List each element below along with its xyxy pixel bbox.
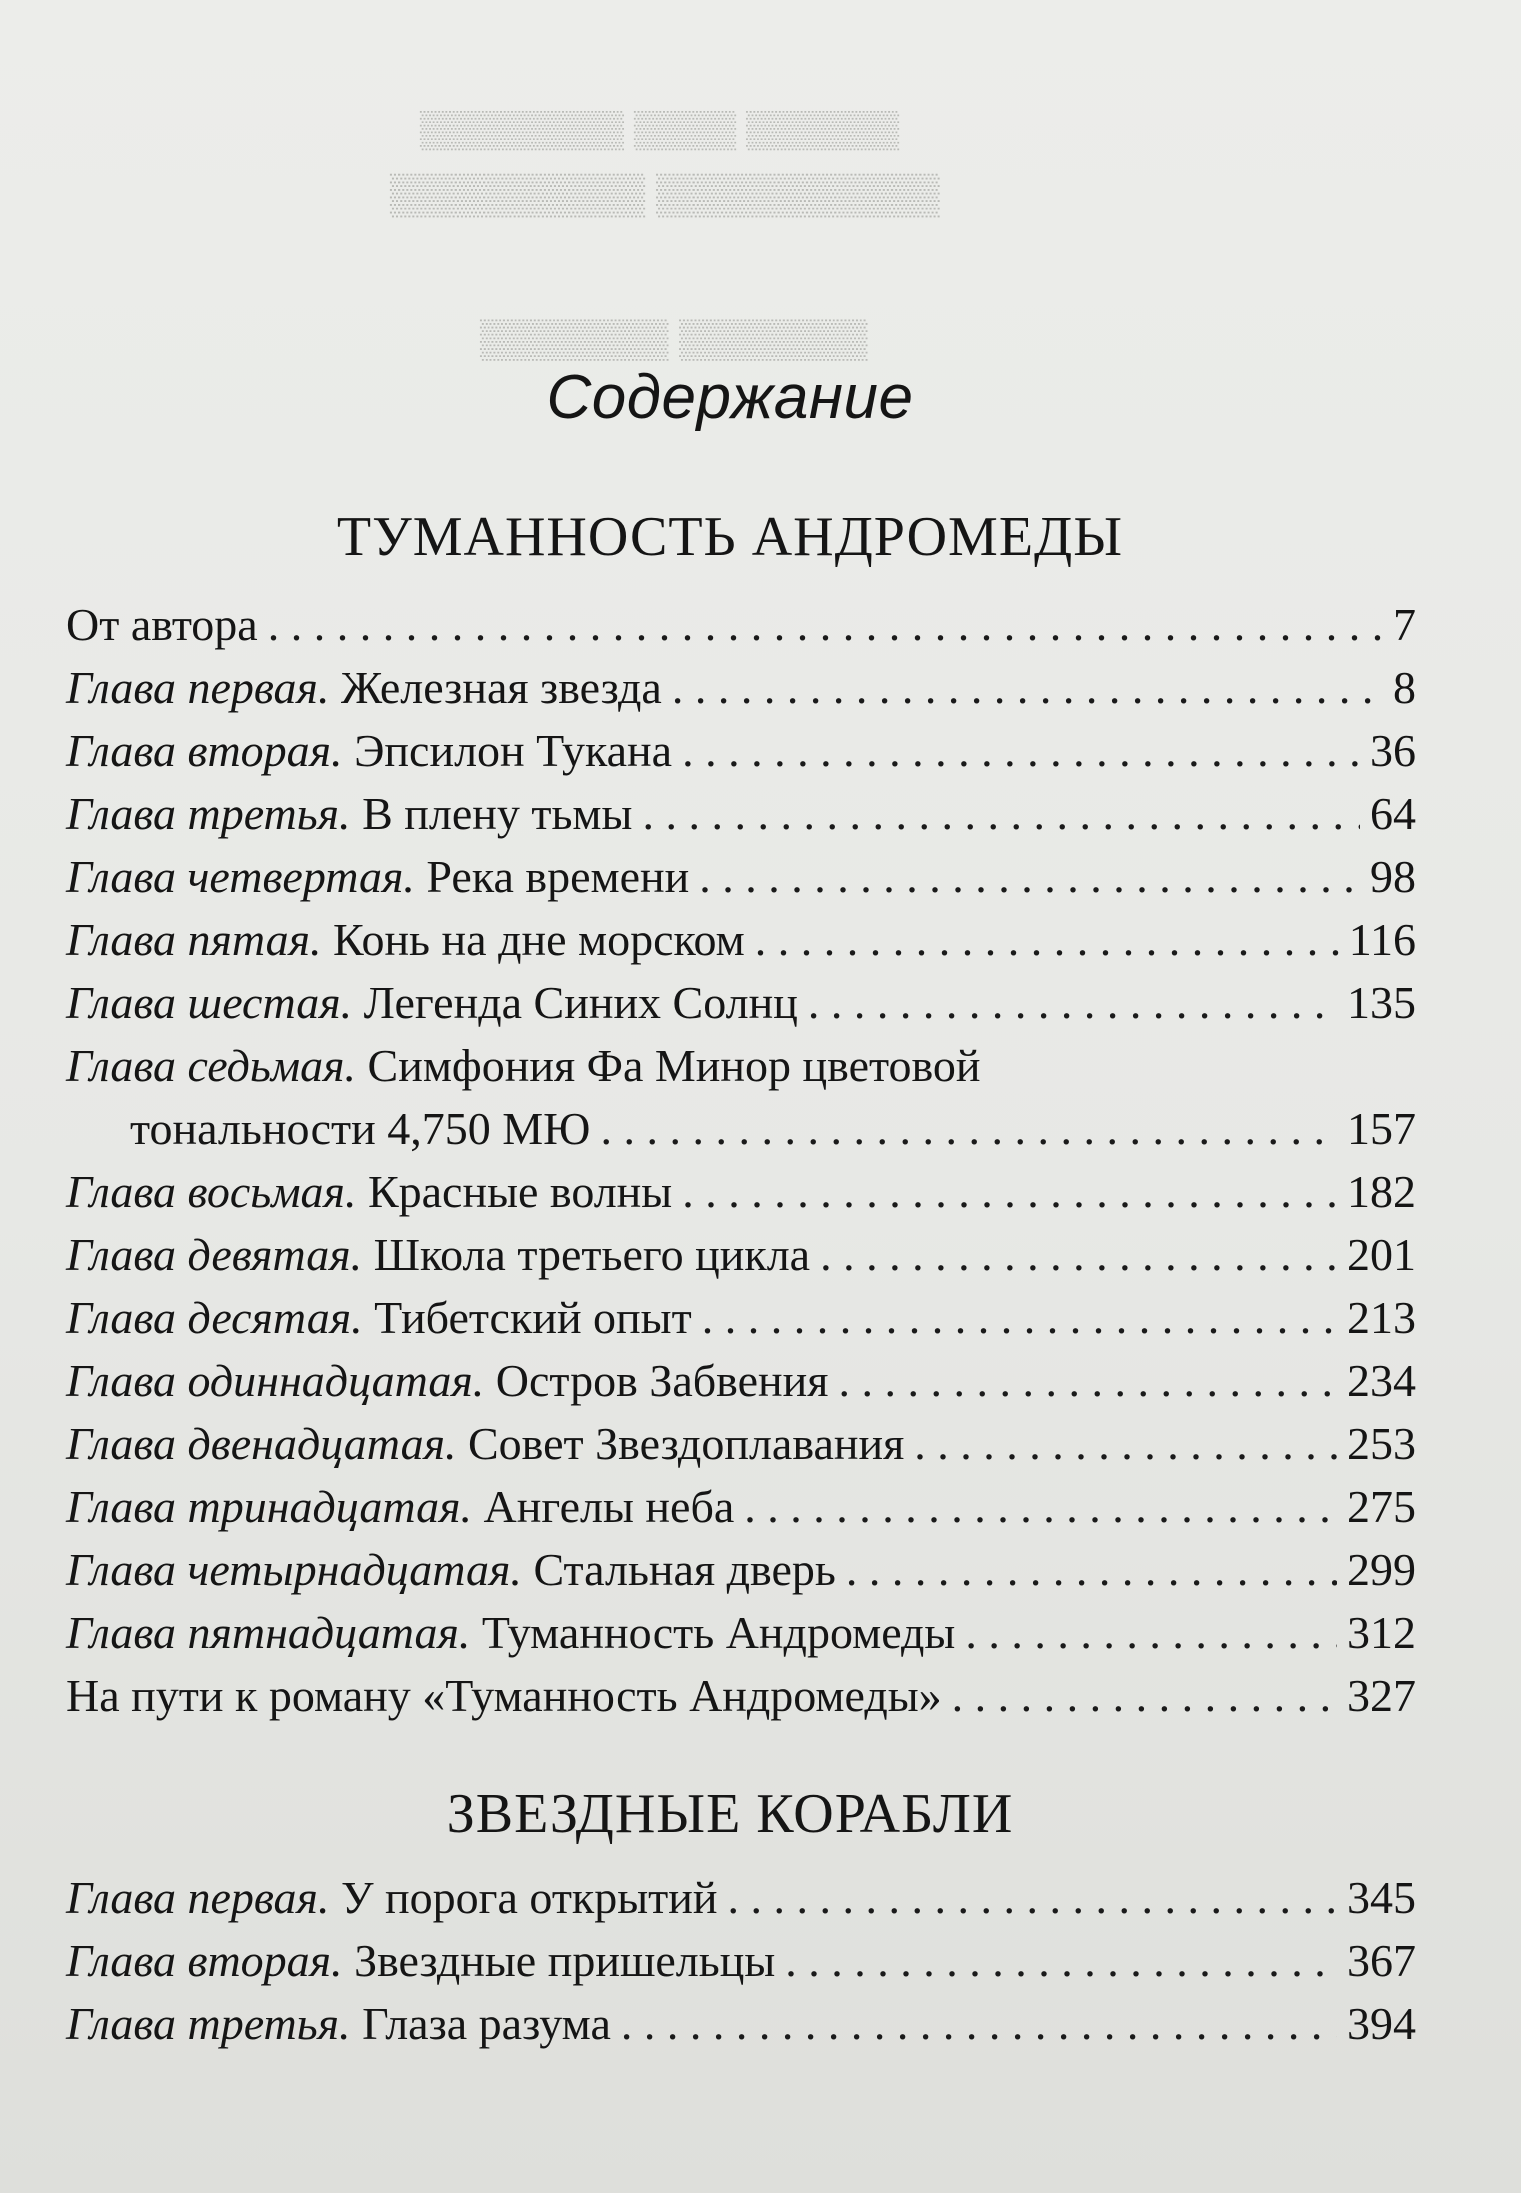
- chapter-label: Глава десятая.: [66, 1292, 363, 1343]
- chapter-label: Глава шестая.: [66, 977, 353, 1028]
- toc-entry[interactable]: [66, 720, 1416, 782]
- dot-leader: [682, 1161, 1337, 1223]
- entry-title: Конь на дне морском: [333, 914, 745, 965]
- toc-entry[interactable]: [66, 1665, 1416, 1727]
- entry-title: Школа третьего цикла: [373, 1229, 811, 1280]
- toc-entry-first-line[interactable]: [66, 1035, 981, 1097]
- chapter-label: Глава седьмая.: [66, 1040, 357, 1091]
- dot-leader: [268, 594, 1383, 656]
- dot-leader: [744, 1476, 1337, 1538]
- page-number: 213: [1347, 1292, 1416, 1343]
- toc-title: Содержание: [546, 363, 914, 432]
- page-number: 182: [1347, 1166, 1416, 1217]
- dot-leader: [914, 1413, 1337, 1475]
- dot-leader: [838, 1350, 1337, 1412]
- dot-leader: [846, 1539, 1337, 1601]
- entry-title: Красные волны: [367, 1166, 673, 1217]
- bleed-through-text: ▒▒▒▒▒▒▒▒▒▒ ▒▒▒▒▒▒▒▒▒: [390, 172, 940, 216]
- dot-leader: [672, 657, 1383, 719]
- dot-leader: [642, 783, 1360, 845]
- page-number: 36: [1370, 725, 1416, 776]
- entry-title: В плену тьмы: [362, 788, 633, 839]
- toc-entry[interactable]: [66, 846, 1416, 908]
- toc-entry[interactable]: [66, 1993, 1416, 2055]
- chapter-label: Глава восьмая.: [66, 1166, 357, 1217]
- page-number: 312: [1347, 1607, 1416, 1658]
- entry-title: У порога открытий: [340, 1872, 718, 1923]
- chapter-label: Глава третья.: [66, 788, 351, 839]
- page-number: 327: [1347, 1670, 1416, 1721]
- dot-leader: [728, 1867, 1337, 1929]
- entry-title: Река времени: [426, 851, 690, 902]
- entry-title: На пути к роману «Туманность Андромеды»: [66, 1670, 942, 1721]
- entry-title: Стальная дверь: [533, 1544, 836, 1595]
- page-number: 201: [1347, 1229, 1416, 1280]
- page-number: 394: [1347, 1998, 1416, 2049]
- page-number: 345: [1347, 1872, 1416, 1923]
- chapter-label: Глава вторая.: [66, 725, 343, 776]
- dot-leader: [820, 1224, 1337, 1286]
- chapter-label: Глава двенадцатая.: [66, 1418, 457, 1469]
- dot-leader: [952, 1665, 1337, 1727]
- toc-entry[interactable]: [66, 1476, 1416, 1538]
- dot-leader: [965, 1602, 1337, 1664]
- page-number: 234: [1347, 1355, 1416, 1406]
- toc-entry[interactable]: [66, 1350, 1416, 1412]
- page-number: 64: [1370, 788, 1416, 839]
- toc-entry[interactable]: [66, 657, 1416, 719]
- entry-title: Симфония Фа Минор цветовой: [367, 1040, 981, 1091]
- toc-entry-continuation[interactable]: [130, 1098, 1416, 1160]
- page-number: 275: [1347, 1481, 1416, 1532]
- dot-leader: [808, 972, 1337, 1034]
- chapter-label: Глава четырнадцатая.: [66, 1544, 522, 1595]
- chapter-label: Глава одиннадцатая.: [66, 1355, 485, 1406]
- entry-title: Легенда Синих Солнц: [363, 977, 798, 1028]
- entry-title: Глаза разума: [362, 1998, 611, 2049]
- toc-entry[interactable]: [66, 1539, 1416, 1601]
- entry-title: Совет Звездоплавания: [467, 1418, 905, 1469]
- entry-title: Туманность Андромеды: [481, 1607, 956, 1658]
- chapter-label: Глава пятнадцатая.: [66, 1607, 471, 1658]
- chapter-label: Глава девятая.: [66, 1229, 363, 1280]
- entry-title: Ангелы неба: [483, 1481, 735, 1532]
- dot-leader: [755, 909, 1339, 971]
- toc-entry[interactable]: [66, 1602, 1416, 1664]
- chapter-label: Глава третья.: [66, 1998, 351, 2049]
- page-number: 299: [1347, 1544, 1416, 1595]
- dot-leader: [600, 1098, 1337, 1160]
- toc-entry[interactable]: [66, 909, 1416, 971]
- dot-leader: [785, 1930, 1337, 1992]
- dot-leader: [699, 846, 1360, 908]
- toc-entry[interactable]: [66, 594, 1416, 656]
- entry-title: Звездные пришельцы: [354, 1935, 776, 1986]
- bleed-through-text: ▒▒▒▒▒▒ ▒▒▒▒ ▒▒▒▒▒▒▒▒: [420, 108, 900, 149]
- chapter-label: Глава четвертая.: [66, 851, 415, 902]
- dot-leader: [682, 720, 1360, 782]
- page-number: 135: [1347, 977, 1416, 1028]
- toc-entry[interactable]: [66, 1413, 1416, 1475]
- toc-entry[interactable]: [66, 1287, 1416, 1349]
- entry-title-continuation: тональности 4,750 МЮ: [130, 1103, 591, 1154]
- page-number: 8: [1393, 662, 1416, 713]
- toc-entry[interactable]: [66, 1930, 1416, 1992]
- section-heading: ТУМАННОСТЬ АНДРОМЕДЫ: [336, 506, 1124, 568]
- section-heading: ЗВЕЗДНЫЕ КОРАБЛИ: [446, 1783, 1014, 1845]
- entry-title: Остров Забвения: [495, 1355, 829, 1406]
- page-number: 157: [1347, 1103, 1416, 1154]
- entry-title: Тибетский опыт: [374, 1292, 692, 1343]
- page-number: 98: [1370, 851, 1416, 902]
- chapter-label: Глава вторая.: [66, 1935, 343, 1986]
- toc-entry[interactable]: [66, 1224, 1416, 1286]
- dot-leader: [702, 1287, 1337, 1349]
- page-number: 367: [1347, 1935, 1416, 1986]
- page-number: 7: [1393, 599, 1416, 650]
- chapter-label: Глава пятая.: [66, 914, 322, 965]
- bleed-through-text: ▒▒▒▒▒▒▒ ▒▒▒▒▒▒▒: [480, 318, 868, 360]
- chapter-label: Глава первая.: [66, 662, 330, 713]
- entry-title: От автора: [66, 599, 258, 650]
- page-number: 116: [1348, 914, 1416, 965]
- dot-leader: [621, 1993, 1337, 2055]
- toc-entry[interactable]: [66, 972, 1416, 1034]
- page-number: 253: [1347, 1418, 1416, 1469]
- toc-entry[interactable]: [66, 783, 1416, 845]
- entry-title: Эпсилон Тукана: [354, 725, 673, 776]
- toc-entry[interactable]: [66, 1161, 1416, 1223]
- chapter-label: Глава тринадцатая.: [66, 1481, 473, 1532]
- entry-title: Железная звезда: [340, 662, 662, 713]
- toc-entry[interactable]: [66, 1867, 1416, 1929]
- chapter-label: Глава первая.: [66, 1872, 330, 1923]
